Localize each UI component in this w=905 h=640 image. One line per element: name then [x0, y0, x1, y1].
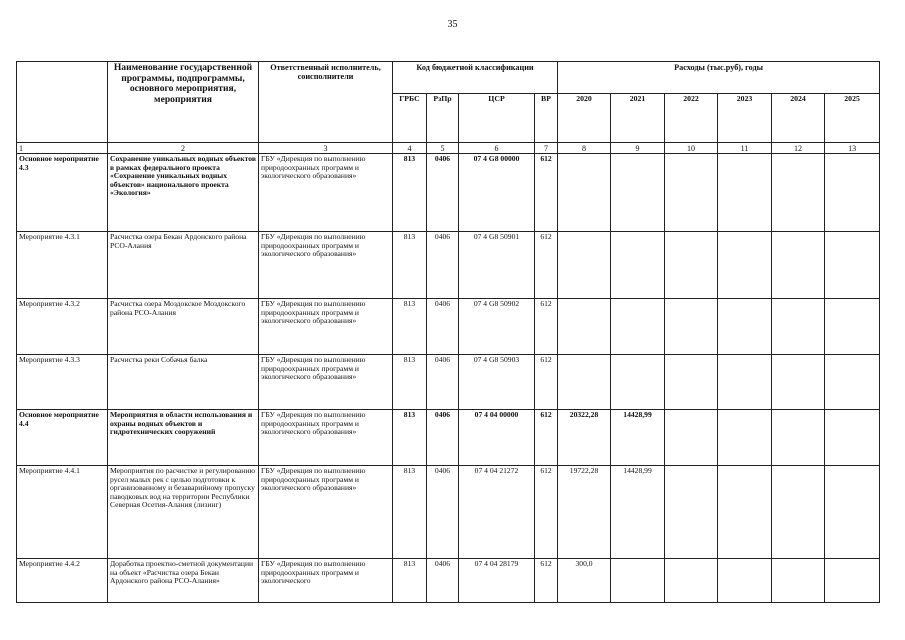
- header-grbs: ГРБС: [393, 94, 427, 143]
- row-2021: [611, 559, 665, 603]
- column-number: 13: [825, 143, 880, 154]
- row-vr: 612: [535, 466, 558, 559]
- row-csr: 07 4 G8 50903: [459, 355, 535, 410]
- row-responsible: ГБУ «Дирекция по выполнению природоохранных программ и экологического образования»: [259, 154, 393, 232]
- row-2020: 20322,28: [558, 410, 611, 466]
- row-label: Основное мероприятие 4.4: [17, 410, 108, 466]
- header-budget-code: Код бюджетной классификации: [393, 62, 558, 94]
- column-number: 12: [772, 143, 825, 154]
- row-label: Мероприятие 4.4.2: [17, 559, 108, 603]
- header-csr: ЦСР: [459, 94, 535, 143]
- header-responsible: Ответственный исполнитель, соисполнители: [259, 62, 393, 143]
- row-2020: [558, 299, 611, 355]
- header-vr: ВР: [535, 94, 558, 143]
- column-number: 3: [259, 143, 393, 154]
- row-name: Мероприятия в области использования и охраны водных объектов и гидротехнических сооружений: [108, 410, 259, 466]
- column-number: 8: [558, 143, 611, 154]
- row-name: Расчистка озера Бекан Ардонского района РСО-Алания: [108, 232, 259, 299]
- row-2020: 300,0: [558, 559, 611, 603]
- row-responsible: ГБУ «Дирекция по выполнению природоохранных программ и экологического образования»: [259, 410, 393, 466]
- column-number: 7: [535, 143, 558, 154]
- header-name: Наименование государственной программы, подпрограммы, основного мероприятия, мероприятия: [108, 62, 259, 143]
- row-vr: 612: [535, 559, 558, 603]
- header-empty-cell: [17, 62, 108, 143]
- row-grbs: 813: [393, 355, 427, 410]
- row-csr: 07 4 G8 00000: [459, 154, 535, 232]
- row-2020: 19722,28: [558, 466, 611, 559]
- row-csr: 07 4 04 28179: [459, 559, 535, 603]
- row-2020: [558, 154, 611, 232]
- header-year-2020: 2020: [558, 94, 611, 143]
- row-csr: 07 4 04 00000: [459, 410, 535, 466]
- row-name: Сохранение уникальных водных объектов в рамках федерального проекта «Сохранение уникальных водных объектов» национального проекта «Экология»: [108, 154, 259, 232]
- table-row: [17, 232, 880, 299]
- row-label: Мероприятие 4.3.3: [17, 355, 108, 410]
- header-expenses: Расходы (тыс.руб), годы: [558, 62, 880, 94]
- table-row: [17, 154, 880, 232]
- row-label: Мероприятие 4.3.2: [17, 299, 108, 355]
- row-rzpr: 0406: [427, 299, 459, 355]
- row-2020: [558, 355, 611, 410]
- row-rzpr: 0406: [427, 154, 459, 232]
- header-year-2022: 2022: [665, 94, 718, 143]
- header-year-2023: 2023: [718, 94, 772, 143]
- row-csr: 07 4 04 21272: [459, 466, 535, 559]
- row-grbs: 813: [393, 299, 427, 355]
- row-name: Расчистка реки Собачья балка: [108, 355, 259, 410]
- row-responsible: ГБУ «Дирекция по выполнению природоохранных программ и экологического образования»: [259, 299, 393, 355]
- row-name: Расчистка озера Моздокское Моздокского района РСО-Алания: [108, 299, 259, 355]
- row-rzpr: 0406: [427, 410, 459, 466]
- header-year-2024: 2024: [772, 94, 825, 143]
- row-2020: [558, 232, 611, 299]
- row-csr: 07 4 G8 50902: [459, 299, 535, 355]
- row-2021: [611, 154, 665, 232]
- header-year-2025: 2025: [825, 94, 880, 143]
- row-grbs: 813: [393, 232, 427, 299]
- column-number: 5: [427, 143, 459, 154]
- column-number: 2: [108, 143, 259, 154]
- row-responsible: ГБУ «Дирекция по выполнению природоохранных программ и экологического образования»: [259, 355, 393, 410]
- row-grbs: 813: [393, 410, 427, 466]
- row-2021: 14428,99: [611, 410, 665, 466]
- table-row: [17, 355, 880, 410]
- row-responsible: ГБУ «Дирекция по выполнению природоохранных программ и экологического образования»: [259, 232, 393, 299]
- page-number: 35: [447, 19, 458, 30]
- row-responsible: ГБУ «Дирекция по выполнению природоохранных программ и экологического образования»: [259, 466, 393, 559]
- table-row: [17, 299, 880, 355]
- column-number-row: [17, 143, 880, 154]
- row-csr: 07 4 G8 50901: [459, 232, 535, 299]
- table-row: [17, 466, 880, 559]
- column-number: 11: [718, 143, 772, 154]
- column-number: 1: [17, 143, 108, 154]
- row-grbs: 813: [393, 466, 427, 559]
- row-2021: [611, 299, 665, 355]
- row-label: Мероприятие 4.4.1: [17, 466, 108, 559]
- row-2021: [611, 355, 665, 410]
- row-name: Доработка проектно-сметной документации на объект «Расчистка озера Бекан Ардонского района РСО-Алания»: [108, 559, 259, 603]
- column-number: 10: [665, 143, 718, 154]
- header-year-2021: 2021: [611, 94, 665, 143]
- row-label: Мероприятие 4.3.1: [17, 232, 108, 299]
- row-name: Мероприятия по расчистке и регулированию русел малых рек с целью подготовки к организованному и безаварийному пропуску паводковых вод на территории Республики Северная Осетия-Алания (лизинг): [108, 466, 259, 559]
- row-vr: 612: [535, 410, 558, 466]
- row-vr: 612: [535, 232, 558, 299]
- row-2021: 14428,99: [611, 466, 665, 559]
- row-rzpr: 0406: [427, 466, 459, 559]
- budget-table: [16, 61, 880, 603]
- row-vr: 612: [535, 299, 558, 355]
- row-grbs: 813: [393, 154, 427, 232]
- row-grbs: 813: [393, 559, 427, 603]
- row-rzpr: 0406: [427, 355, 459, 410]
- column-number: 6: [459, 143, 535, 154]
- header-rzpr: РзПр: [427, 94, 459, 143]
- row-label: Основное мероприятие 4.3: [17, 154, 108, 232]
- table-row: [17, 559, 880, 603]
- column-number: 4: [393, 143, 427, 154]
- table-row: [17, 410, 880, 466]
- column-number: 9: [611, 143, 665, 154]
- row-2021: [611, 232, 665, 299]
- row-responsible: ГБУ «Дирекция по выполнению природоохранных программ и экологического: [259, 559, 393, 603]
- row-rzpr: 0406: [427, 232, 459, 299]
- row-rzpr: 0406: [427, 559, 459, 603]
- row-vr: 612: [535, 355, 558, 410]
- row-vr: 612: [535, 154, 558, 232]
